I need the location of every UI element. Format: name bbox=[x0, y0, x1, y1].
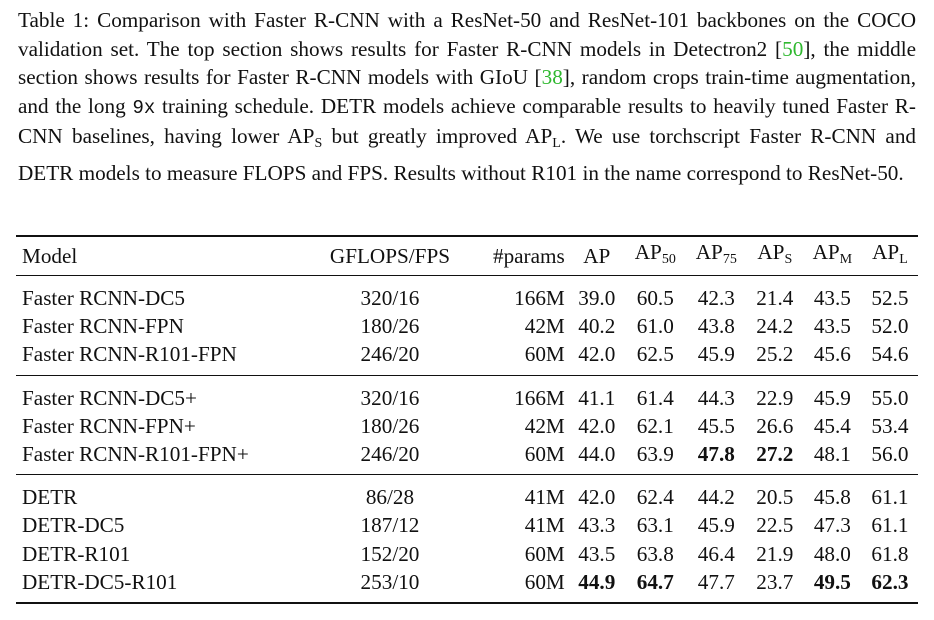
header-model: Model bbox=[22, 243, 78, 268]
cell-gflops: 246/20 bbox=[360, 442, 420, 467]
cell-apl: 61.1 bbox=[871, 485, 909, 510]
cell-apl-best: 62.3 bbox=[871, 569, 909, 594]
cell-ap: 39.0 bbox=[578, 286, 616, 310]
cell-model: Faster RCNN-DC5+ bbox=[22, 385, 197, 410]
table-row bbox=[16, 440, 918, 475]
table-row bbox=[16, 375, 918, 412]
cell-apl: 52.5 bbox=[871, 286, 909, 310]
cell-ap: 40.2 bbox=[578, 314, 616, 339]
cell-params: 41M bbox=[524, 485, 565, 510]
section-faster-rcnn-giou bbox=[16, 375, 918, 475]
cell-model: DETR-R101 bbox=[22, 541, 131, 566]
table-row bbox=[16, 511, 918, 539]
cell-aps: 26.6 bbox=[756, 413, 794, 438]
cell-aps: 23.7 bbox=[756, 569, 794, 594]
cell-params: 60M bbox=[524, 541, 565, 566]
cell-ap50: 63.8 bbox=[636, 541, 674, 566]
cell-aps: 21.9 bbox=[756, 541, 794, 566]
table-header-row bbox=[16, 236, 918, 276]
section-faster-rcnn-detectron2 bbox=[16, 276, 918, 376]
cell-gflops: 320/16 bbox=[360, 286, 420, 310]
cell-aps: 25.2 bbox=[756, 342, 794, 367]
cell-gflops: 180/26 bbox=[360, 314, 420, 339]
table-row bbox=[16, 475, 918, 512]
cell-gflops: 246/20 bbox=[360, 342, 420, 367]
header-aps: $AP_S$ bbox=[757, 239, 793, 267]
cell-model: Faster RCNN-R101-FPN+ bbox=[22, 442, 249, 467]
cell-gflops: 152/20 bbox=[360, 541, 420, 566]
cell-apm: 43.5 bbox=[813, 286, 851, 310]
cell-ap50: 61.0 bbox=[636, 314, 674, 339]
cell-aps: 22.5 bbox=[756, 513, 794, 538]
cell-model: Faster RCNN-FPN+ bbox=[22, 413, 196, 438]
cell-gflops: 320/16 bbox=[360, 385, 420, 410]
cell-params: 60M bbox=[524, 442, 565, 467]
citation-link-38[interactable]: 38 bbox=[541, 65, 563, 90]
cell-ap75: 45.5 bbox=[697, 413, 735, 438]
cell-ap75-best: 47.8 bbox=[697, 442, 735, 467]
header-apl: $AP_L$ bbox=[872, 239, 908, 267]
cell-ap: 44.0 bbox=[578, 442, 616, 467]
cell-ap75: 46.4 bbox=[697, 541, 735, 566]
table-row bbox=[16, 412, 918, 440]
cell-apl: 55.0 bbox=[871, 385, 909, 410]
cell-apm: 48.0 bbox=[813, 541, 851, 566]
cell-params: 60M bbox=[524, 342, 565, 367]
cell-ap75: 47.7 bbox=[697, 569, 735, 594]
cell-ap50-best: 64.7 bbox=[636, 569, 674, 594]
cell-apl: 61.8 bbox=[871, 541, 909, 566]
header-gflops-fps: GFLOPS/FPS bbox=[329, 243, 451, 268]
cell-ap50: 62.1 bbox=[636, 413, 674, 438]
cell-params: 60M bbox=[524, 569, 565, 594]
table-row bbox=[16, 276, 918, 313]
cell-apl: 61.1 bbox=[871, 513, 909, 538]
cell-ap: 42.0 bbox=[578, 485, 616, 510]
cell-ap75: 45.9 bbox=[697, 342, 735, 367]
citation-link-50[interactable]: 50 bbox=[782, 36, 804, 61]
cell-apm: 45.4 bbox=[813, 413, 851, 438]
cell-apm: 47.3 bbox=[813, 513, 851, 538]
header-ap50: $AP_{50}$ bbox=[634, 239, 676, 267]
cell-ap50: 63.9 bbox=[636, 442, 674, 467]
cell-apm: 48.1 bbox=[813, 442, 851, 467]
cell-aps: 22.9 bbox=[756, 385, 794, 410]
cell-params: 166M bbox=[514, 286, 565, 310]
cell-model: DETR-DC5-R101 bbox=[22, 569, 178, 594]
cell-apl: 52.0 bbox=[871, 314, 909, 339]
table-row bbox=[16, 340, 918, 375]
cell-ap50: 62.5 bbox=[636, 342, 674, 367]
cell-ap75: 45.9 bbox=[697, 513, 735, 538]
cell-aps: 24.2 bbox=[756, 314, 794, 339]
cell-aps: 20.5 bbox=[756, 485, 794, 510]
cell-params: 42M bbox=[524, 314, 565, 339]
cell-ap: 41.1 bbox=[578, 385, 616, 410]
cell-ap-best: 44.9 bbox=[578, 569, 616, 594]
cell-aps: 21.4 bbox=[756, 286, 794, 310]
cell-model: DETR-DC5 bbox=[22, 513, 125, 538]
cell-ap: 43.5 bbox=[578, 541, 616, 566]
cell-gflops: 86/28 bbox=[365, 485, 415, 510]
cell-apl: 53.4 bbox=[871, 413, 909, 438]
cell-params: 166M bbox=[514, 385, 565, 410]
table-row bbox=[16, 568, 918, 603]
cell-ap75: 42.3 bbox=[697, 286, 735, 310]
cell-gflops: 180/26 bbox=[360, 413, 420, 438]
cell-ap50: 60.5 bbox=[636, 286, 674, 310]
cell-apl: 56.0 bbox=[871, 442, 909, 467]
cell-model: Faster RCNN-R101-FPN bbox=[22, 342, 237, 367]
cell-ap50: 62.4 bbox=[636, 485, 674, 510]
table-caption: Table 1: Comparison with Faster R-CNN with a ResNet-50 and ResNet-101 backbones on the COCO validation set. The top section shows results for Faster R-CNN models in Detectron2 [50], the middle section shows results for Faster R-CNN models with GIoU [38], random crops train-time augmentation, and the long 9x training schedule. DETR models achieve comparable results to heavily tuned Faster R-CNN baselines, having lower $AP_S$ but greatly improved $AP_L$. We use torchscript Faster R-CNN and DETR models to measure FLOPS and FPS. Results without R101 in the name correspond to ResNet-50. bbox=[18, 8, 917, 185]
table-row bbox=[16, 540, 918, 568]
cell-aps-best: 27.2 bbox=[756, 442, 794, 467]
cell-ap: 43.3 bbox=[578, 513, 616, 538]
cell-gflops: 253/10 bbox=[360, 569, 420, 594]
section-detr bbox=[16, 475, 918, 603]
header-ap75: $AP_{75}$ bbox=[695, 239, 737, 267]
cell-gflops: 187/12 bbox=[360, 513, 420, 538]
cell-apm: 45.8 bbox=[813, 485, 851, 510]
cell-apm-best: 49.5 bbox=[813, 569, 851, 594]
results-table bbox=[16, 235, 918, 604]
cell-ap50: 61.4 bbox=[636, 385, 674, 410]
cell-ap: 42.0 bbox=[578, 413, 616, 438]
header-params: #params bbox=[492, 243, 565, 268]
header-apm: $AP_M$ bbox=[812, 239, 853, 267]
table-row bbox=[16, 312, 918, 340]
header-ap: AP bbox=[583, 243, 611, 268]
cell-params: 42M bbox=[524, 413, 565, 438]
cell-apm: 43.5 bbox=[813, 314, 851, 339]
cell-ap75: 43.8 bbox=[697, 314, 735, 339]
cell-model: Faster RCNN-FPN bbox=[22, 314, 184, 339]
cell-params: 41M bbox=[524, 513, 565, 538]
cell-apl: 54.6 bbox=[871, 342, 909, 367]
cell-ap75: 44.3 bbox=[697, 385, 735, 410]
cell-model: DETR bbox=[22, 485, 78, 510]
cell-ap75: 44.2 bbox=[697, 485, 735, 510]
cell-ap: 42.0 bbox=[578, 342, 616, 367]
results-table-wrap bbox=[16, 235, 918, 604]
cell-model: Faster RCNN-DC5 bbox=[22, 286, 186, 310]
code-9x: 9x bbox=[132, 96, 156, 119]
cell-apm: 45.6 bbox=[813, 342, 851, 367]
cell-ap50: 63.1 bbox=[636, 513, 674, 538]
cell-apm: 45.9 bbox=[813, 385, 851, 410]
